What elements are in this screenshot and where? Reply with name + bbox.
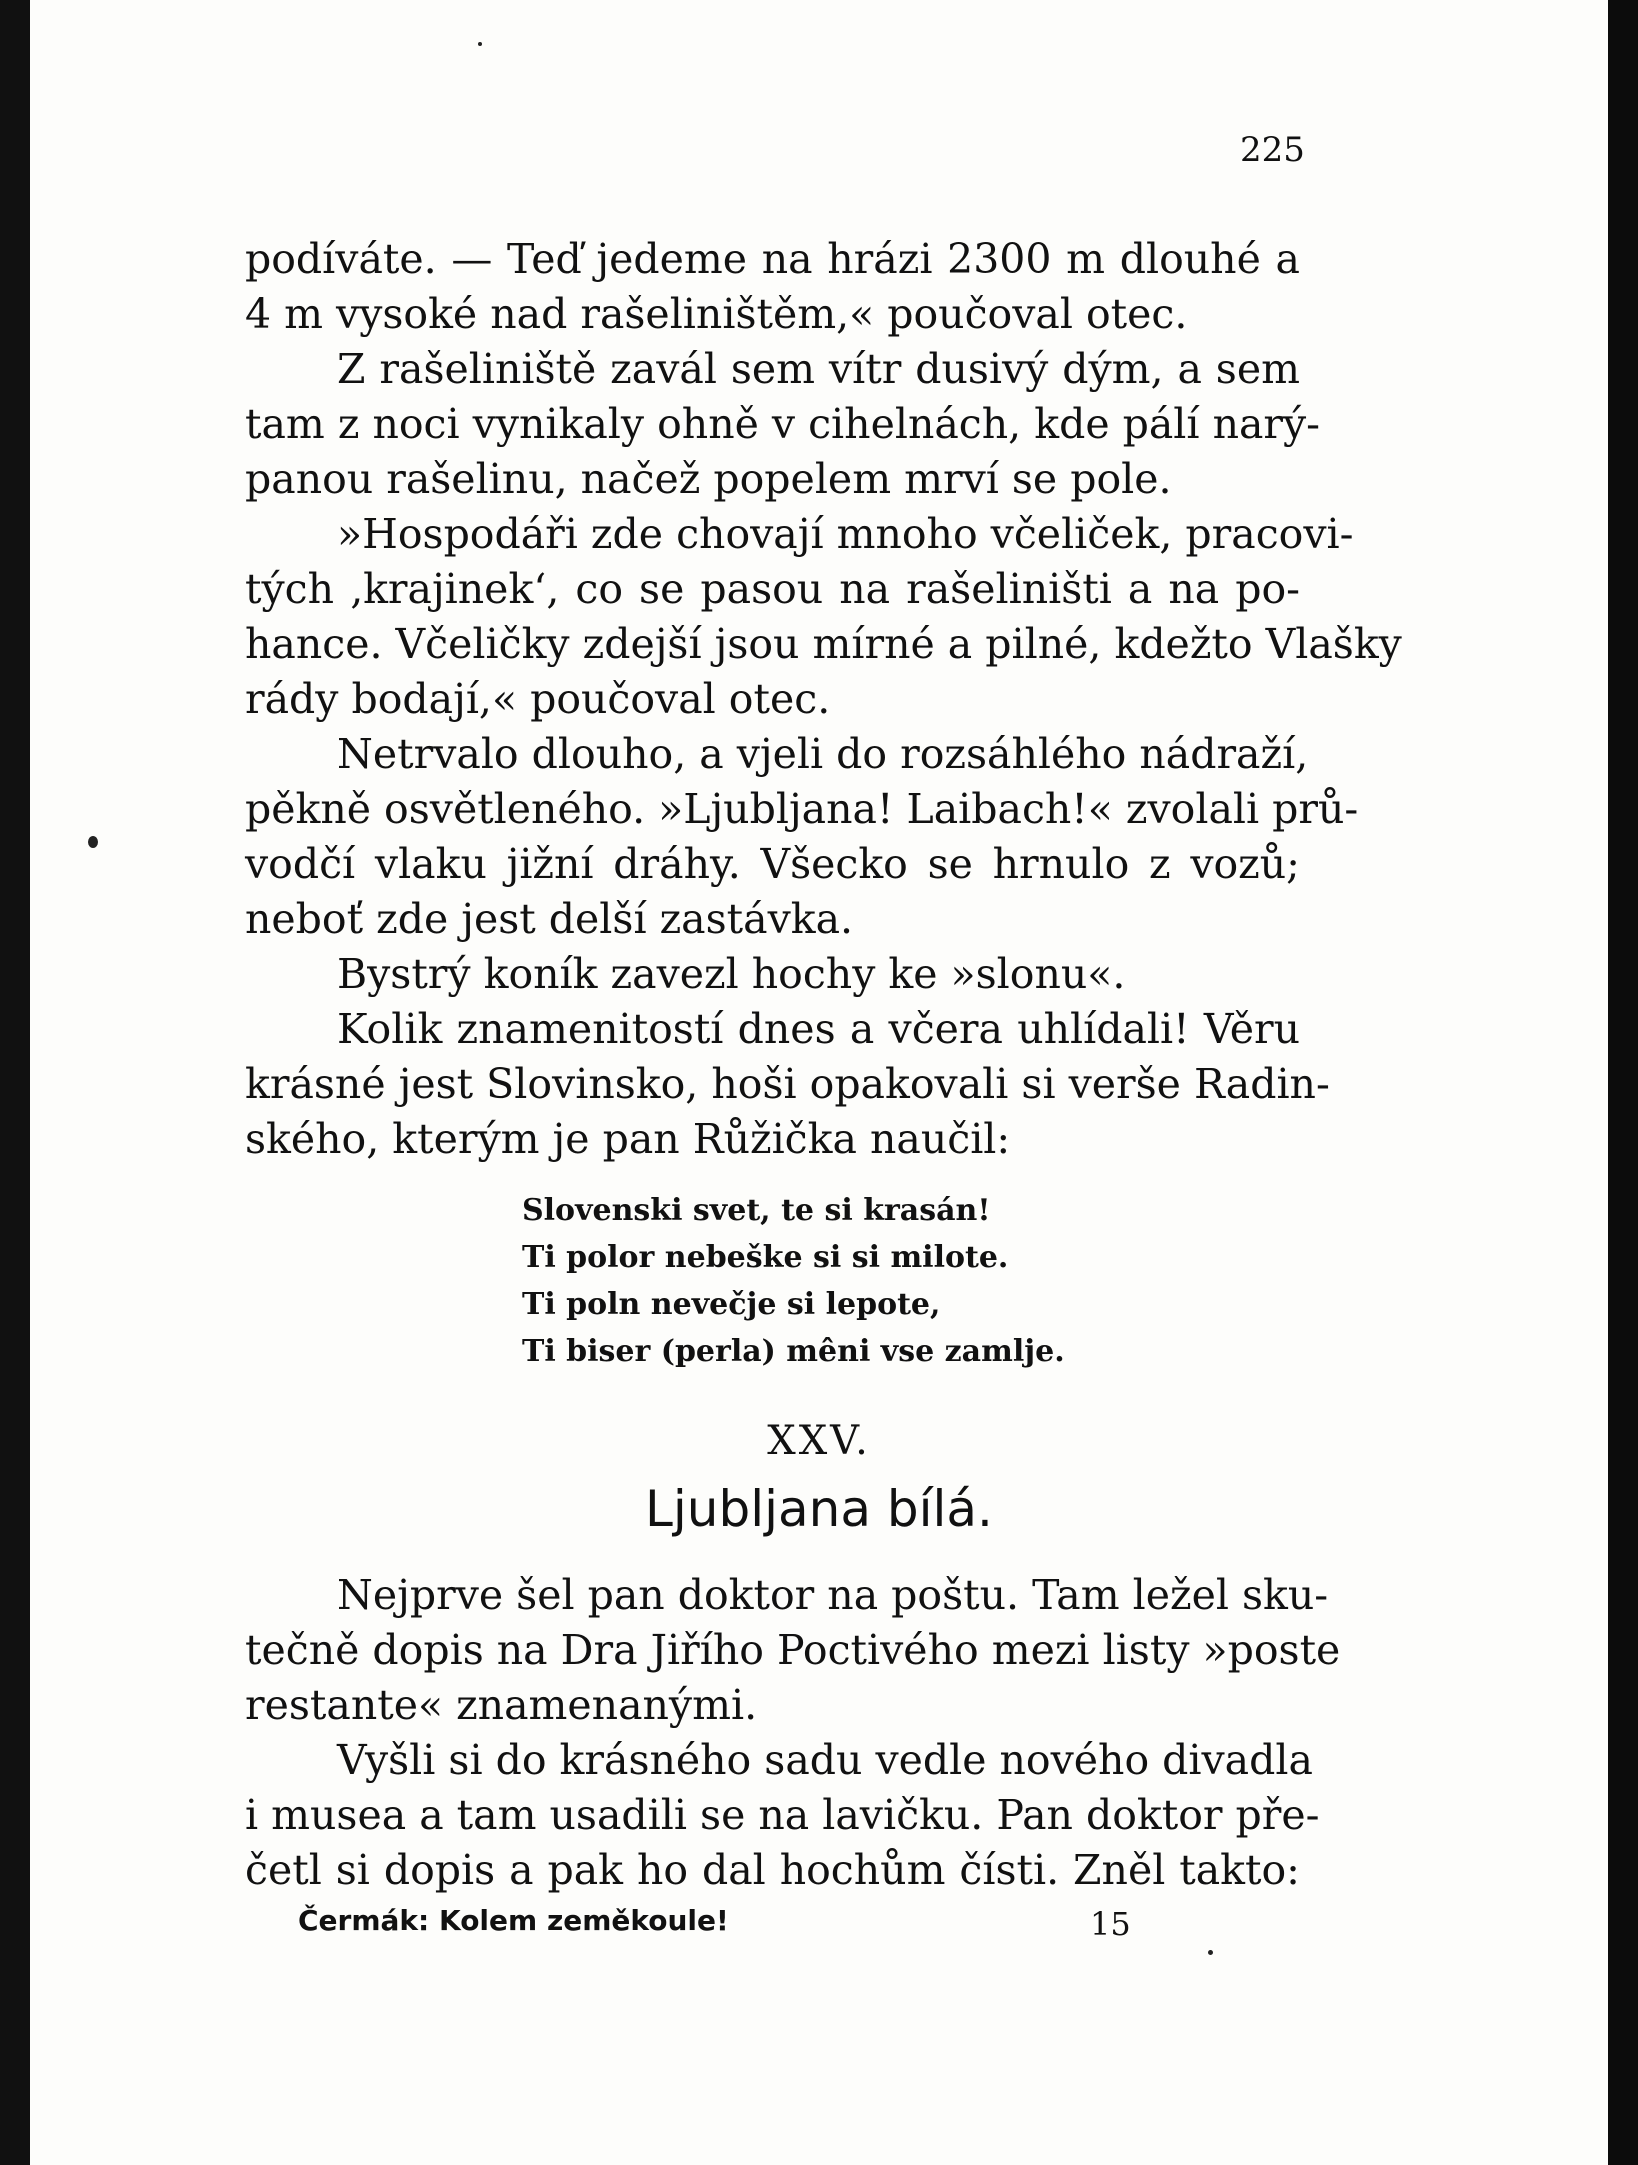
text-line: tam z noci vynikaly ohně v cihelnách, kde pálí narý-: [245, 400, 1321, 448]
scan-speck: [478, 42, 482, 46]
verse-block: [522, 1187, 1065, 1375]
printer-signature: Čermák: Kolem zeměkoule!: [298, 1904, 729, 1937]
text-line: neboť zde jest delší zastávka.: [245, 895, 854, 943]
text-line: Vyšli si do krásného sadu vedle nového divadla: [337, 1736, 1313, 1784]
verse-line: Slovenski svet, te si krasán!: [522, 1193, 991, 1228]
text-line: panou rašelinu, načež popelem mrví se pole.: [245, 455, 1172, 503]
text-block-upper: [245, 232, 1402, 1167]
scan-left-edge: [0, 0, 30, 2165]
text-line: restante« znamenanými.: [245, 1681, 758, 1729]
text-line: Z rašeliniště zavál sem vítr dusivý dým, a sem: [337, 345, 1300, 393]
verse-line: Ti poln nevečje si lepote,: [522, 1287, 941, 1322]
text-line: i musea a tam usadili se na lavičku. Pan doktor pře-: [245, 1791, 1320, 1839]
text-line: Bystrý koník zavezl hochy ke »slonu«.: [337, 950, 1126, 998]
text-line: četl si dopis a pak ho dal hochům čísti. Zněl takto:: [245, 1846, 1300, 1894]
scan-speck: [1208, 1950, 1213, 1955]
text-line: 4 m vysoké nad rašeliništěm,« poučoval otec.: [245, 290, 1188, 338]
scan-right-edge: [1608, 0, 1638, 2165]
verse-line: Ti polor nebeške si si milote.: [522, 1240, 1009, 1275]
text-line: rády bodají,« poučoval otec.: [245, 675, 831, 723]
page-number: 225: [1240, 130, 1305, 170]
text-line: podíváte. — Teď jedeme na hrázi 2300 m dlouhé a: [245, 235, 1300, 283]
text-line: »Hospodáři zde chovají mnoho včeliček, pracovi-: [337, 510, 1354, 558]
text-line: pěkně osvětleného. »Ljubljana! Laibach!« zvolali prů-: [245, 785, 1359, 833]
verse-line: Ti biser (perla) mêni vse zamlje.: [522, 1334, 1065, 1369]
chapter-number: XXV.: [767, 1418, 871, 1464]
text-block-lower: [245, 1568, 1341, 1898]
sheet-number: 15: [1090, 1905, 1131, 1943]
scan-speck: [88, 836, 98, 848]
chapter-title: Ljubljana bílá.: [645, 1480, 993, 1538]
text-line: Kolik znamenitostí dnes a včera uhlídali! Věru: [337, 1005, 1300, 1053]
text-line: tečně dopis na Dra Jiřího Poctivého mezi listy »poste: [245, 1626, 1341, 1674]
text-line: hance. Včeličky zdejší jsou mírné a pilné, kdežto Vlašky: [245, 620, 1402, 668]
text-line: vodčí vlaku jižní dráhy. Všecko se hrnulo z vozů;: [245, 840, 1300, 888]
text-line: Netrvalo dlouho, a vjeli do rozsáhlého nádraží,: [337, 730, 1309, 778]
text-line: Nejprve šel pan doktor na poštu. Tam ležel sku-: [337, 1571, 1329, 1619]
text-line: ského, kterým je pan Růžička naučil:: [245, 1115, 1011, 1163]
text-line: tých ‚krajinek‘, co se pasou na rašeliništi a na po-: [245, 565, 1300, 613]
text-line: krásné jest Slovinsko, hoši opakovali si verše Radin-: [245, 1060, 1330, 1108]
